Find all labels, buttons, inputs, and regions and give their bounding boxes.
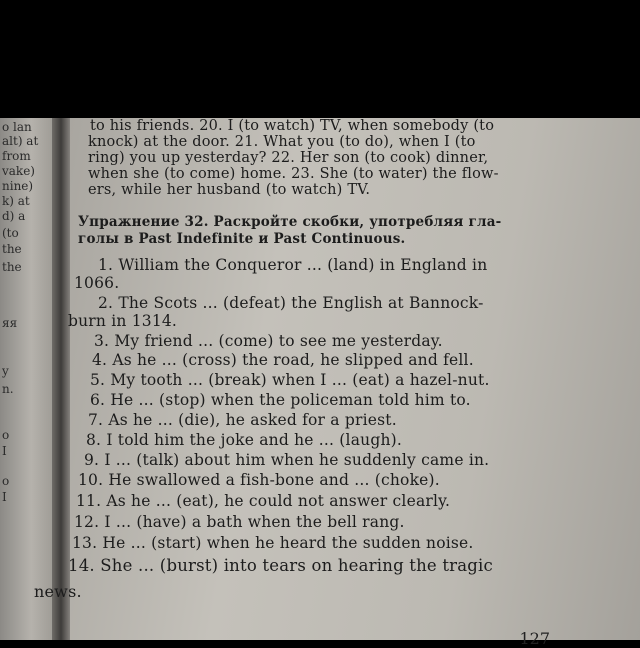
exercise-item: 14. She ... (burst) into tears on hearing the tragic [68,556,493,575]
exercise-item: 1. William the Conqueror ... (land) in England in [98,256,488,274]
left-fragment: from [2,149,31,163]
left-fragment: n. [2,382,14,396]
right-page [34,118,640,648]
left-fragment: vake) [2,164,35,178]
left-fragment: the [2,242,22,256]
exercise-item: burn in 1314. [68,312,178,330]
text-line: ring) you up yesterday? 22. Her son (to cook) dinner, [88,150,489,166]
exercise-item: 10. He swallowed a fish-bone and ... (choke). [78,471,440,489]
left-fragment: the [2,260,22,274]
left-fragment: alt) at [2,134,39,148]
left-fragment: y [2,364,9,378]
left-fragment: (to [2,226,19,240]
exercise-item: 8. I told him the joke and he ... (laugh). [86,431,403,449]
exercise-item: 3. My friend ... (come) to see me yesterday. [94,332,443,350]
page-number: 127 [519,629,550,648]
exercise-item: 1066. [74,274,120,292]
exercise-item: 5. My tooth ... (break) when I ... (eat) a hazel-nut. [90,371,490,389]
text-line: ers, while her husband (to watch) TV. [88,182,371,198]
left-fragment: d) a [2,209,26,223]
left-fragment: o [2,474,10,488]
left-fragment: I [2,444,7,458]
exercise-item: 12. I ... (have) a bath when the bell rang. [74,513,405,531]
exercise-item: 9. I ... (talk) about him when he suddenly came in. [84,451,490,469]
left-fragment: I [2,490,7,504]
exercise-item: 11. As he ... (eat), he could not answer clearly. [76,492,451,510]
left-fragment: o [2,428,10,442]
left-fragment: k) at [2,194,30,208]
exercise-item: 2. The Scots ... (defeat) the English at Bannock- [98,294,484,312]
exercise-item: 4. As he ... (cross) the road, he slipped and fell. [92,351,474,369]
exercise-item: 7. As he ... (die), he asked for a priest. [88,411,397,429]
left-fragment: яя [2,316,18,330]
exercise-item: 13. He ... (start) when he heard the sudden noise. [72,534,474,552]
exercise-title: Упражнение 32. Раскройте скобки, употребляя гла- [78,214,502,230]
left-page [0,118,52,640]
left-fragment: nine) [2,179,34,193]
text-line: knock) at the door. 21. What you (to do), when I (to [88,134,476,150]
exercise-item: 6. He ... (stop) when the policeman told him to. [90,391,471,409]
exercise-title: голы в Past Indefinite и Past Continuous. [78,231,406,247]
exercise-item: news. [34,582,82,601]
left-fragment: o lan [2,120,32,134]
text-line: when she (to come) home. 23. She (to water) the flow- [88,166,499,182]
text-line: to his friends. 20. I (to watch) TV, when somebody (to [90,118,495,134]
